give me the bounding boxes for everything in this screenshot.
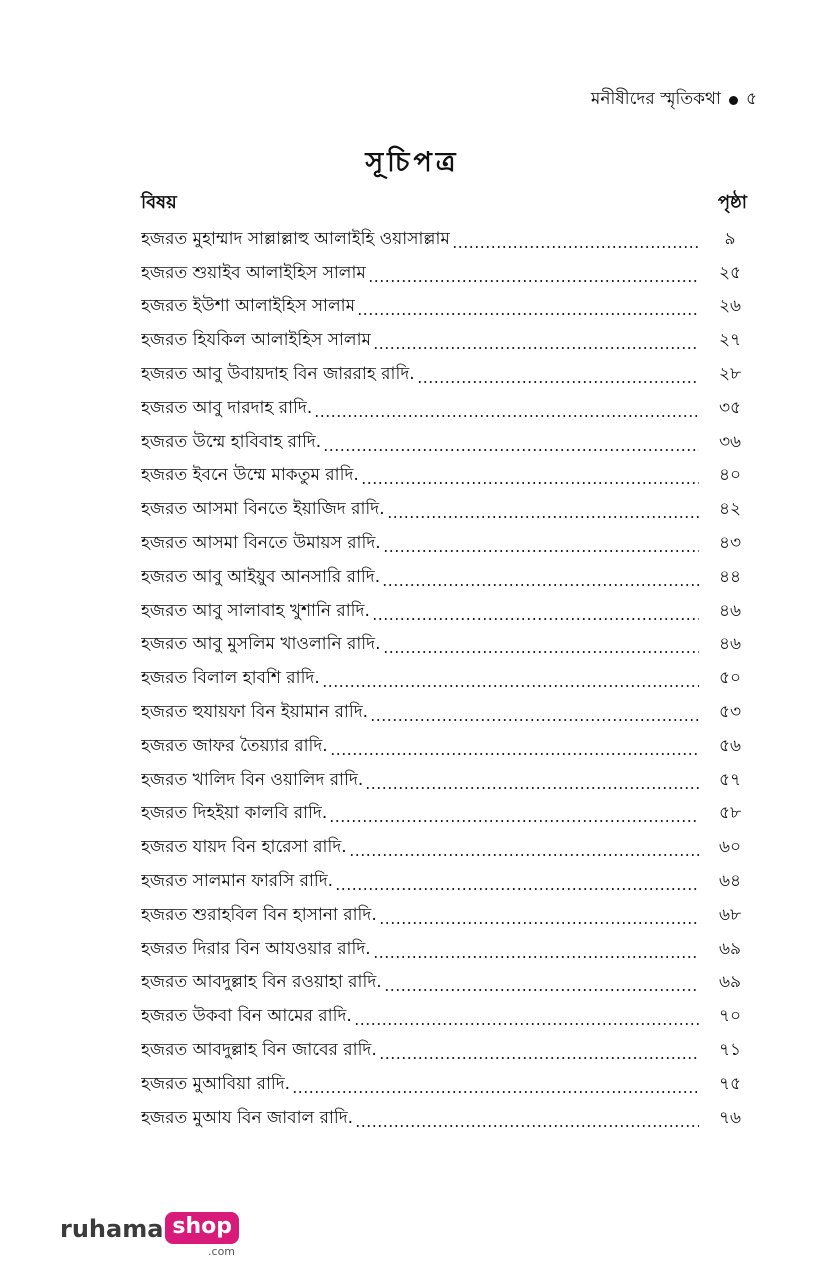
- toc-entry-page: ৭৫: [718, 1073, 742, 1094]
- toc-entry-title: হজরত বিলাল হাবশি রাদি.: [141, 668, 320, 689]
- book-title: মনীষীদের স্মৃতিকথা: [590, 89, 721, 109]
- toc-entry[interactable]: [141, 798, 747, 832]
- dot-leader: [370, 719, 699, 721]
- toc-entry-title: হজরত শুরাহবিল বিন হাসানা রাদি.: [141, 904, 377, 925]
- toc-entry-title: হজরত আসমা বিনতে উমায়স রাদি.: [141, 533, 381, 554]
- dot-leader: [330, 753, 699, 755]
- toc-entry-title: হজরত উম্মে হাবিবাহ রাদি.: [141, 431, 322, 452]
- toc-entry[interactable]: [141, 561, 747, 595]
- watermark-logo: [60, 1212, 239, 1258]
- toc-entry-title: হজরত হুযায়ফা বিন ইয়ামান রাদি.: [141, 702, 369, 723]
- dot-leader: [379, 922, 699, 924]
- toc-entry-title: হজরত মুআবিয়া রাদি.: [141, 1073, 291, 1094]
- toc-entry-title: হজরত দিহইয়া কালবি রাদি.: [141, 803, 328, 824]
- dot-leader: [355, 1125, 699, 1127]
- toc-entry-page: ৭০: [718, 1006, 742, 1027]
- toc-entry-page: ৭১: [718, 1040, 742, 1061]
- toc-entry-title: হজরত হিযকিল আলাইহিস সালাম: [141, 330, 371, 351]
- toc-entry[interactable]: [141, 223, 747, 257]
- toc-entry-page: ২৬: [718, 296, 742, 317]
- toc-entry-title: হজরত আবদুল্লাহ বিন জাবের রাদি.: [141, 1040, 377, 1061]
- page-column-heading: পৃষ্ঠা: [717, 192, 747, 213]
- toc-entry-page: ৯: [724, 228, 736, 249]
- topic-column-heading: বিষয়: [141, 192, 177, 213]
- toc-entry[interactable]: [141, 257, 747, 291]
- toc-entry-title: হজরত সালমান ফারসি রাদি.: [141, 871, 334, 892]
- page-number: ৫: [745, 89, 757, 109]
- dot-leader: [335, 888, 699, 890]
- dot-leader: [365, 787, 699, 789]
- watermark-badge: shop: [165, 1212, 239, 1244]
- toc-entry[interactable]: [141, 730, 747, 764]
- toc-entry[interactable]: [141, 831, 747, 865]
- toc-entry-page: ৪৩: [718, 533, 742, 554]
- watermark-brand: ruhama: [60, 1215, 164, 1243]
- toc-entry[interactable]: [141, 967, 747, 1001]
- toc-entry[interactable]: [141, 696, 747, 730]
- toc-entry-page: ৫৮: [718, 803, 742, 824]
- toc-entry[interactable]: [141, 1102, 747, 1136]
- toc-entry[interactable]: [141, 1068, 747, 1102]
- toc-entry-page: ৬০: [718, 837, 742, 858]
- toc-entry[interactable]: [141, 1000, 747, 1034]
- toc-entry[interactable]: [141, 865, 747, 899]
- dot-leader: [417, 381, 699, 383]
- toc-entry[interactable]: [141, 426, 747, 460]
- dot-leader: [387, 516, 699, 518]
- running-head: [591, 86, 757, 114]
- toc-entry[interactable]: [141, 629, 747, 663]
- toc-entry-page: ৪৬: [718, 600, 742, 621]
- dot-leader: [373, 956, 699, 958]
- toc-entry-title: হজরত জাফর তৈয়্যার রাদি.: [141, 735, 328, 756]
- dot-leader: [373, 347, 699, 349]
- toc-title: সূচিপত্র: [365, 147, 460, 178]
- dot-leader: [383, 651, 700, 653]
- dot-leader: [357, 313, 699, 315]
- toc-entry[interactable]: [141, 392, 747, 426]
- toc-entry[interactable]: [141, 324, 747, 358]
- toc-entry-title: হজরত ইবনে উম্মে মাকতুম রাদি.: [141, 465, 359, 486]
- dot-leader: [383, 550, 699, 552]
- toc-entry-title: হজরত খালিদ বিন ওয়ালিদ রাদি.: [141, 769, 364, 790]
- dot-leader: [292, 1091, 699, 1093]
- dot-leader: [361, 482, 699, 484]
- toc-entry-page: ৩৬: [718, 431, 742, 452]
- toc-entry[interactable]: [141, 933, 747, 967]
- toc-entry-title: হজরত উকবা বিন আমের রাদি.: [141, 1006, 352, 1027]
- toc-entry-page: ৬৮: [718, 904, 742, 925]
- toc-entry-title: হজরত আবু উবায়দাহ বিন জাররাহ রাদি.: [141, 364, 415, 385]
- toc-entry-title: হজরত মুহাম্মাদ সাল্লাল্লাহু আলাইহি ওয়াসাল্লাম: [141, 228, 450, 249]
- toc-entry-page: ৩৫: [718, 397, 742, 418]
- toc-entry[interactable]: [141, 662, 747, 696]
- toc-entry-page: ৫৭: [718, 769, 742, 790]
- toc-entry-page: ৭৬: [718, 1107, 742, 1128]
- toc-entry-page: ৪২: [718, 499, 742, 520]
- watermark-domain: .com: [208, 1245, 236, 1258]
- toc-entry-title: হজরত আবু দারদাহ রাদি.: [141, 397, 313, 418]
- toc-entry-title: হজরত ইউশা আলাইহিস সালাম: [141, 296, 356, 317]
- toc-entry-title: হজরত আবু সালাবাহ খুশানি রাদি.: [141, 600, 370, 621]
- dot-leader: [323, 449, 699, 451]
- toc-entry[interactable]: [141, 527, 747, 561]
- toc-entry-page: ২৫: [718, 262, 742, 283]
- dot-leader: [349, 854, 699, 856]
- toc-entry-page: ৬৪: [718, 871, 742, 892]
- toc-entry-title: হজরত যায়দ বিন হারেসা রাদি.: [141, 837, 347, 858]
- dot-leader: [329, 820, 699, 822]
- toc-entry-title: হজরত শুয়াইব আলাইহিস সালাম: [141, 262, 366, 283]
- toc-entry-page: ৫৬: [718, 735, 742, 756]
- dot-leader: [452, 246, 699, 248]
- dot-leader: [314, 415, 699, 417]
- toc-entry-title: হজরত আবু আইয়ুব আনসারি রাদি.: [141, 566, 381, 587]
- toc-entry-page: ৫৩: [718, 702, 742, 723]
- dot-leader: [368, 280, 699, 282]
- toc-entry-title: হজরত মুআয বিন জাবাল রাদি.: [141, 1107, 354, 1128]
- toc-entry[interactable]: [141, 460, 747, 494]
- toc-entry[interactable]: [141, 291, 747, 325]
- toc-entry[interactable]: [141, 1034, 747, 1068]
- toc-entry-page: ৪০: [718, 465, 742, 486]
- toc-entry[interactable]: [141, 899, 747, 933]
- bullet-separator: [729, 96, 738, 105]
- dot-leader: [379, 1057, 699, 1059]
- toc-entry-page: ৪৬: [718, 634, 742, 655]
- dot-leader: [372, 618, 699, 620]
- dot-leader: [382, 584, 699, 586]
- toc-list: [141, 223, 747, 1136]
- toc-entry[interactable]: [141, 358, 747, 392]
- toc-entry[interactable]: [141, 595, 747, 629]
- toc-entry[interactable]: [141, 493, 747, 527]
- toc-entry-title: হজরত আবদুল্লাহ বিন রওয়াহা রাদি.: [141, 972, 382, 993]
- toc-entry-page: ৬৯: [718, 938, 742, 959]
- toc-entry-title: হজরত আবু মুসলিম খাওলানি রাদি.: [141, 634, 381, 655]
- toc-entry-title: হজরত দিরার বিন আযওয়ার রাদি.: [141, 938, 371, 959]
- toc-entry-page: ২৭: [718, 330, 742, 351]
- toc-entry-page: ২৮: [718, 364, 742, 385]
- dot-leader: [354, 1023, 699, 1025]
- toc-entry-page: ৬৯: [718, 972, 742, 993]
- dot-leader: [384, 989, 699, 991]
- toc-entry[interactable]: [141, 764, 747, 798]
- toc-entry-title: হজরত আসমা বিনতে ইয়াজিদ রাদি.: [141, 499, 385, 520]
- toc-entry-page: ৪৪: [718, 566, 742, 587]
- dot-leader: [322, 685, 699, 687]
- toc-entry-page: ৫০: [718, 668, 742, 689]
- watermark-badge-wrap: [163, 1212, 239, 1258]
